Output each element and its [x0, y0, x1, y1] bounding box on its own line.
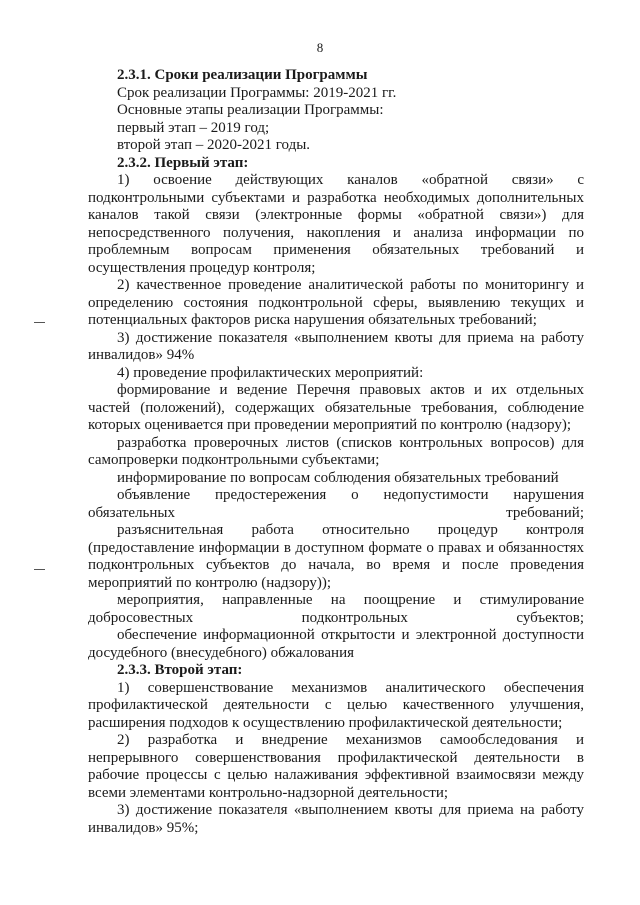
paragraph: первый этап – 2019 год;	[117, 119, 270, 136]
paragraph: 2) разработка и внедрение механизмов самообследования и непрерывного совершенствования профилактической деятельности в рабочие процессы с целью налаживания эффективной взаимосвязи между всеми элементами контрольно-надзорной деятельности;	[88, 732, 584, 801]
paragraph: Основные этапы реализации Программы:	[117, 102, 384, 118]
margin-mark	[34, 569, 45, 570]
document-body	[88, 67, 584, 837]
paragraph: второй этап – 2020-2021 годы.	[117, 137, 311, 153]
paragraph: разработка проверочных листов (списков контрольных вопросов) для самопроверки подконтрольными субъектами;	[88, 434, 584, 468]
paragraph: 3) достижение показателя «выполнением квоты для приема на работу инвалидов» 94%	[88, 329, 584, 363]
page-number: 8	[316, 40, 324, 55]
section-heading: 2.3.1. Сроки реализации Программы	[117, 67, 368, 83]
paragraph: формирование и ведение Перечня правовых актов и их отдельных частей (положений), содержащих обязательные требования, соблюдение которых оценивается при проведении мероприятий по контролю (надзору);	[88, 382, 584, 433]
paragraph: обеспечение информационной открытости и электронной доступности досудебного (внесудебного) обжалования	[88, 627, 584, 661]
paragraph: объявление предостережения о недопустимости нарушения обязательных требований;	[88, 487, 584, 521]
margin-mark	[34, 322, 45, 323]
paragraph: информирование по вопросам соблюдения обязательных требований	[117, 469, 559, 486]
paragraph: 1) освоение действующих каналов «обратной связи» с подконтрольными субъектами и разработка необходимых дополнительных каналов такой связи (электронные формы «обратной связи») для непосредственного получения, накопления и анализа информации по проблемным вопросам применения обязательных требований и осуществления процедур контроля;	[88, 172, 584, 276]
paragraph: 3) достижение показателя «выполнением квоты для приема на работу инвалидов» 95%;	[88, 802, 584, 836]
section-heading: 2.3.2. Первый этап:	[117, 154, 249, 171]
paragraph: 1) совершенствование механизмов аналитического обеспечения профилактической деятельности с целью качественного улучшения, расширения подходов к осуществлению профилактической деятельности;	[88, 679, 584, 731]
paragraph: 2) качественное проведение аналитической работы по мониторингу и определению состояния подконтрольной сферы, выявлению текущих и потенциальных факторов риска нарушения обязательных требований;	[88, 277, 584, 328]
paragraph: 4) проведение профилактических мероприятий:	[117, 364, 424, 381]
paragraph: Срок реализации Программы: 2019-2021 гг.	[117, 84, 397, 101]
paragraph: мероприятия, направленные на поощрение и стимулирование добросовестных подконтрольных субъектов;	[88, 592, 584, 626]
section-heading: 2.3.3. Второй этап:	[117, 662, 243, 678]
paragraph: разъяснительная работа относительно процедур контроля (предоставление информации в доступном формате о правах и обязанностях подконтрольных субъектов до начала, во время и после проведения мероприятий по контролю (надзору));	[88, 522, 584, 591]
